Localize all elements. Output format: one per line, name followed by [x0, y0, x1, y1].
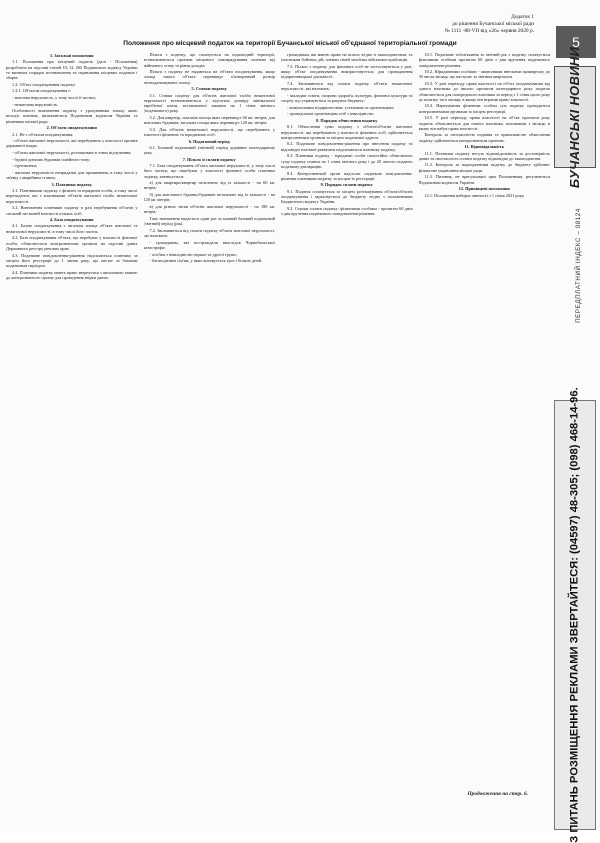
paragraph: Таке зменшення надається один раз за кожний базовий податковий (звітний) період (рік). — [143, 215, 275, 227]
section-heading: 5. Ставки податку — [191, 86, 227, 92]
paragraph: а) для квартири/квартир незалежно від їх кількості - на 60 кв. метрів; — [143, 180, 275, 191]
section-heading: 6. Податковий період — [188, 138, 230, 144]
section-heading: 11. Відповідальність — [464, 144, 504, 150]
paragraph: 5.2. Для квартир, загальна площа яких перевищує 60 кв. метрів, для житлових будинків, загальна площа яких перевищує 120 кв. метрів. — [143, 114, 275, 126]
column-2 — [144, 52, 276, 772]
paragraph: в) для різних типів об'єктів житлової нерухомості - на 180 кв. метрів. — [143, 204, 275, 215]
paragraph: 1.2. Об'єкт оподаткування податку: — [12, 81, 76, 87]
paragraph: 1.2.1. Об'єктом оподаткування є: — [12, 88, 72, 94]
section-heading: 3. Платники податку — [51, 181, 93, 187]
paragraph: - нежитлова нерухомість. — [12, 101, 59, 107]
appendix-note — [414, 14, 534, 35]
ads-text: З ПИТАНЬ РОЗМІЩЕННЯ РЕКЛАМИ ЗВЕРТАЙТЕСЯ: (04597) 48-305; (098) 468-14-96. — [569, 387, 582, 843]
paragraph: - житлова нерухомість, у тому числі її частки; — [12, 94, 96, 100]
paragraph: - об'єкти житлової нерухомості, які перебувають у власності органів державної влади; — [6, 138, 138, 149]
page-number: 5 — [556, 26, 596, 58]
paragraph: Пільги з податку не надаються на об'єкти оподаткування, якщо площа такого об'єкта перевищує п'ятикратний розмір неоподатковуваної площі. — [143, 69, 275, 85]
appendix-line-2: до рішення Бучанської міської ради — [452, 21, 534, 27]
paragraph: - багатодітним сім'ям, у яких виховується троє і більше дітей. — [149, 258, 263, 264]
column-3 — [281, 52, 413, 772]
paragraph: 7.3. Пільги з податку для фізичних осіб не застосовуються у разі, якщо об'єкт оподаткування використовується для провадження підприємницької діяльності. — [281, 63, 413, 80]
paragraph: 4.2. База оподаткування об'єкта, що перебуває у власності фізичної особи, обчислюється контролюючим органом на підставі даних Державного реєстру речових прав. — [6, 235, 138, 251]
paragraph: 8.2. Податкове повідомлення-рішення про внесення податку та відповідні платіжні реквізити надсилаються платнику податку. — [281, 141, 413, 152]
paragraph: - комунальним підприємствам, установам та організаціям; — [287, 104, 394, 110]
column-4 — [419, 52, 551, 772]
right-strip — [552, 0, 600, 843]
section-heading: 1. Загальні положення — [49, 53, 94, 58]
paragraph: 10.3. У разі переходу права власності на об'єкт оподаткування від одного власника до іншого протягом календарного року податок обчислюється для попереднього власника за період з 1 січня цього року до початку того місяця, в якому він втратив право власності. — [418, 81, 550, 102]
paragraph: громадянам, які мають право на пільги згідно із законодавством, та учасникам бойових дій, членам сімей загиблих військовослужбовців. — [281, 52, 413, 63]
brand-name: БУЧАНСЬКІ НОВИНИ — [567, 46, 583, 188]
paragraph: б) для житлового будинку/будинків незалежно від їх кількості - на 120 кв. метрів; — [143, 192, 275, 203]
paragraph: 10.2. Юридичними особами - авансовими внесками щокварталу до 30 числа місяця, що наступає за звітним кварталом. — [418, 69, 550, 80]
paragraph: - громадським організаціям осіб з інвалідністю. — [287, 111, 375, 117]
paragraph: - житлова нерухомість непридатна для проживання, в тому числі у зв'язку з аварійним станом. — [6, 170, 138, 181]
paragraph: - особам з інвалідністю першої та другої групи; — [149, 251, 237, 257]
paragraph: 10.5. У разі переходу права власності на об'єкт протягом року податок обчислюється для нового власника, починаючи з місяця, в якому він набув право власності. — [418, 115, 550, 131]
continued-note: Продовження на стор. 6. — [467, 791, 528, 797]
paragraph: - громадянам, які постраждали внаслідок Чорнобильської катастрофи; — [143, 239, 275, 250]
paragraph: 5.1. Ставки податку для об'єктів житлової та/або нежитлової нерухомості встановлюються у відсотках розміру мінімальної заробітної плати, встановленої законом на 1 січня звітного (податкового) року. — [143, 92, 275, 114]
paragraph: 2.1. Не є об'єктом оподаткування: — [12, 131, 74, 137]
paragraph: 4.4. Платники податку мають право звернутися з письмовою заявою до контролюючого органу для проведення звірки даних. — [6, 269, 138, 280]
appendix-line-1: Додаток 1 — [511, 14, 534, 20]
column-1 — [6, 52, 138, 772]
paragraph: 1.1. Положення про місцевий податок (далі - Положення) розроблено на підставі статей 10, 12, 265 Податкового кодексу України та визначає порядок встановлення та справляння місцевих податків і зборів. — [6, 59, 138, 80]
document-title: Положення про місцевий податок на території Бучанської міської об'єднаної територіальної громади — [123, 40, 457, 47]
paragraph: 8.3. Платники податку - юридичні особи самостійно обчислюють суму податку станом на 1 січня звітного року і до 20 лютого подають податкову декларацію. — [281, 153, 413, 169]
paragraph: 5.3. Для об'єктів нежитлової нерухомості, що перебувають у власності фізичних та юридичних осіб. — [143, 126, 275, 138]
paragraph: 6.1. Базовий податковий (звітний) період дорівнює календарному року. — [143, 144, 275, 156]
section-heading: 2. Об'єкти оподаткування — [46, 125, 97, 131]
paragraph: 8.4. Контролюючий орган надсилає податкові повідомлення-рішення платникам податку за місцем їх реєстрації. — [281, 170, 413, 181]
paragraph: 9.2. Строки сплати податку: фізичними особами - протягом 60 днів з дня вручення податкового повідомлення-рішення. — [281, 205, 413, 217]
article-columns — [6, 52, 550, 772]
section-heading: 4. База оподаткування — [49, 217, 94, 223]
paragraph: 7.4. Звільняються від сплати податку об'єкти нежитлової нерухомості, які належать: — [281, 81, 413, 92]
paragraph: 7.2. Звільняються від сплати податку об'єкти житлової нерухомості, що належать: — [143, 227, 275, 239]
paragraph: 11.3. Питання, не врегульовані цим Положенням, регулюються Податковим кодексом України. — [418, 174, 550, 185]
paragraph: 4.3. Податкове повідомлення-рішення надсилається платнику за місцем його реєстрації до 1 липня року, що настає за базовим податковим періодом. — [6, 252, 138, 268]
ads-banner — [554, 387, 596, 843]
paragraph: 3.2. Визначення платників податку в разі перебування об'єктів у спільній частковій власності кількох осіб. — [6, 205, 138, 216]
paragraph: - закладам освіти, охорони здоров'я, культури, фізичної культури та спорту, що утримуються за рахунок бюджету; — [281, 92, 413, 104]
paragraph: - будівлі дитячих будинків сімейного типу; — [12, 156, 91, 162]
paragraph: 10.1. Податкове зобов'язання за звітний рік з податку сплачується фізичними особами протягом 60 днів з дня вручення податкового повідомлення-рішення. — [418, 52, 550, 68]
paragraph: 3.1. Платниками податку є фізичні та юридичні особи, в тому числі нерезиденти, які є власниками об'єктів житлової та/або нежитлової нерухомості. — [6, 188, 138, 204]
subscription-index — [568, 175, 588, 355]
paragraph: 11.1. Платники податку несуть відповідальність за достовірність даних та своєчасність сплати податку відповідно до законодавства. — [418, 150, 550, 161]
paragraph: - гуртожитки; — [12, 163, 38, 169]
paragraph: Контроль за своєчасністю подання та правильністю обчислення податку здійснюється контролюючим органом. — [418, 132, 550, 143]
paragraph: 7.1. База оподаткування об'єкта житлової нерухомості, у тому числі його частки, що перебуває у власності фізичної особи платника податку, зменшується: — [143, 163, 275, 179]
section-heading: 8. Порядок обчислення податку — [316, 118, 378, 124]
appendix-line-3: № 1111 -88-VІІ від «26» червня 2020 р. — [444, 28, 534, 34]
brand-logo — [554, 46, 596, 188]
subscription-text: ПЕРЕДПЛАТНИЙ ІНДЕКС – 08124 — [574, 207, 582, 323]
paragraph: 9.1. Податок сплачується за місцем розташування об'єкта/об'єктів оподаткування і зараховується до бюджету згідно з положеннями Бюджетного кодексу України. — [281, 188, 413, 205]
paragraph: 11.2. Контроль за надходженням податку до бюджету здійснює фінансове управління міської ради. — [418, 162, 550, 173]
paragraph: - об'єкти житлової нерухомості, розташовані в зонах відчуження; — [12, 150, 132, 156]
paragraph: 10.4. Нарахування фізичним особам сум податку проводиться контролюючими органами за місцем реєстрації. — [418, 103, 550, 114]
paragraph: Пільги з податку, що сплачується на відповідній території, встановлюються органом місцевого самоврядування залежно від майнового стану та рівня доходів. — [143, 52, 275, 68]
section-heading: 12. Прикінцеві положення — [458, 186, 510, 192]
paragraph: 8.1. Обчислення суми податку з об'єкта/об'єктів житлової нерухомості, які перебувають у власності фізичних осіб, здійснюється контролюючим органом за місцем податкової адреси. — [281, 124, 413, 140]
paragraph: Особливості визначення податку з урахуванням площі, якою володіє платник, визначаються Податковим кодексом України та рішенням міської ради. — [6, 108, 138, 124]
section-heading: 9. Порядок сплати податку — [320, 182, 373, 188]
paragraph: 12.1. Положення набирає чинності з 1 січня 2021 року. — [424, 192, 525, 198]
section-heading: 7. Пільги зі сплати податку — [182, 156, 236, 162]
paragraph: 4.1. Базою оподаткування є загальна площа об'єкта житлової та нежитлової нерухомості, в тому числі його часток. — [6, 223, 138, 234]
